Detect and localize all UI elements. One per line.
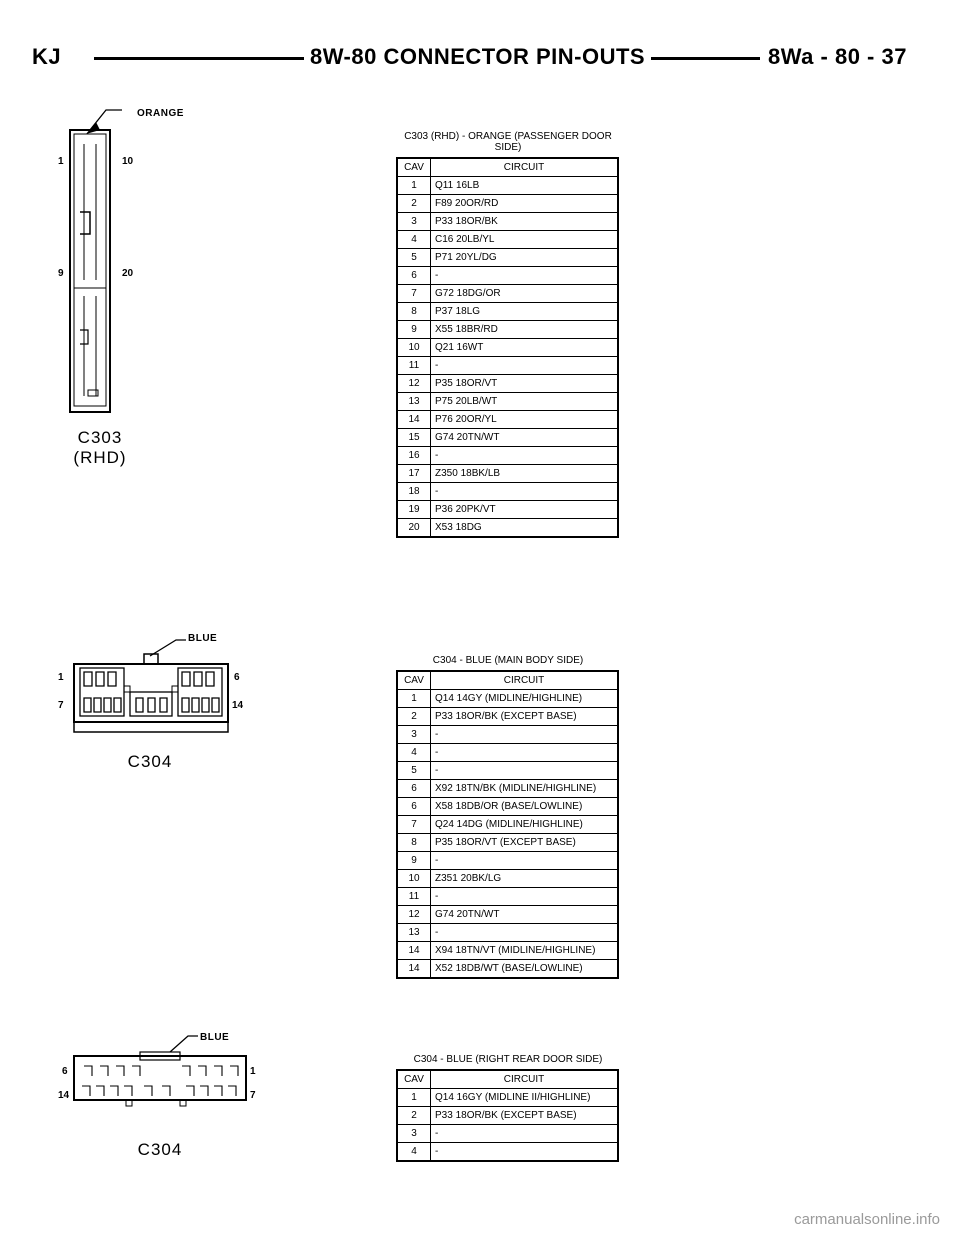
table-row (397, 960, 618, 979)
table2 (396, 670, 619, 979)
table3-title: C304 - BLUE (RIGHT REAR DOOR SIDE) (413, 1054, 603, 1065)
cav-cell: 15 (397, 429, 431, 447)
cav-cell: 13 (397, 393, 431, 411)
table3-header-row (397, 1070, 618, 1089)
connector3-pin-br: 7 (250, 1090, 256, 1101)
table-row (397, 465, 618, 483)
table1-block (396, 131, 620, 538)
circuit-cell: - (431, 483, 619, 501)
connector1-pin-bl: 9 (58, 268, 64, 279)
table-row (397, 780, 618, 798)
table2-col-circuit: CIRCUIT (431, 671, 619, 690)
table-row (397, 447, 618, 465)
circuit-cell: - (431, 924, 619, 942)
table1-header-row (397, 158, 618, 177)
circuit-cell: Q21 16WT (431, 339, 619, 357)
circuit-cell: F89 20OR/RD (431, 195, 619, 213)
cav-cell: 5 (397, 249, 431, 267)
circuit-cell: X94 18TN/VT (MIDLINE/HIGHLINE) (431, 942, 619, 960)
cav-cell: 1 (397, 1089, 431, 1107)
connector2-drawing (66, 636, 236, 740)
table-row (397, 762, 618, 780)
cav-cell: 14 (397, 411, 431, 429)
circuit-cell: P36 20PK/VT (431, 501, 619, 519)
table-row (397, 375, 618, 393)
circuit-cell: P75 20LB/WT (431, 393, 619, 411)
connector1-label-line1: C303 (77, 428, 123, 447)
table2-title: C304 - BLUE (MAIN BODY SIDE) (432, 655, 584, 666)
table1-title-line2: SIDE) (494, 142, 522, 153)
table-row (397, 357, 618, 375)
cav-cell: 13 (397, 924, 431, 942)
table-row (397, 267, 618, 285)
table-row (397, 393, 618, 411)
watermark: carmanualsonline.info (794, 1211, 940, 1228)
circuit-cell: - (431, 1143, 619, 1162)
table-row (397, 708, 618, 726)
circuit-cell: - (431, 744, 619, 762)
table-row (397, 690, 618, 708)
connector1-label-line2: (RHD) (73, 448, 127, 467)
connector2-color-tag: BLUE (188, 633, 218, 644)
circuit-cell: G74 20TN/WT (431, 429, 619, 447)
circuit-cell: X92 18TN/BK (MIDLINE/HIGHLINE) (431, 780, 619, 798)
table-row (397, 798, 618, 816)
table2-block (396, 655, 620, 979)
cav-cell: 5 (397, 762, 431, 780)
table-row (397, 852, 618, 870)
cav-cell: 4 (397, 1143, 431, 1162)
table-row (397, 870, 618, 888)
cav-cell: 12 (397, 375, 431, 393)
table-row (397, 339, 618, 357)
table2-col-cav: CAV (397, 671, 431, 690)
circuit-cell: Z350 18BK/LB (431, 465, 619, 483)
cav-cell: 11 (397, 357, 431, 375)
table3 (396, 1069, 619, 1162)
circuit-cell: - (431, 447, 619, 465)
table-row (397, 177, 618, 195)
circuit-cell: P35 18OR/VT (431, 375, 619, 393)
cav-cell: 11 (397, 888, 431, 906)
circuit-cell: Z351 20BK/LG (431, 870, 619, 888)
connector3-pin-tl: 6 (62, 1066, 68, 1077)
circuit-cell: Q14 16GY (MIDLINE II/HIGHLINE) (431, 1089, 619, 1107)
connector2-pin-bl: 7 (58, 700, 64, 711)
table1-col-cav: CAV (397, 158, 431, 177)
circuit-cell: - (431, 267, 619, 285)
table1-col-circuit: CIRCUIT (431, 158, 619, 177)
table-row (397, 834, 618, 852)
circuit-cell: - (431, 852, 619, 870)
cav-cell: 3 (397, 213, 431, 231)
circuit-cell: P37 18LG (431, 303, 619, 321)
header-left: KJ (26, 42, 67, 72)
cav-cell: 14 (397, 942, 431, 960)
connector3-pin-tr: 1 (250, 1066, 256, 1077)
table3-body (397, 1089, 618, 1162)
table1 (396, 157, 619, 538)
table-row (397, 429, 618, 447)
cav-cell: 18 (397, 483, 431, 501)
table3-col-circuit: CIRCUIT (431, 1070, 619, 1089)
cav-cell: 7 (397, 285, 431, 303)
connector3-drawing (70, 1030, 250, 1116)
connector2-pin-br: 14 (232, 700, 244, 711)
table1-body (397, 177, 618, 538)
table2-header-row (397, 671, 618, 690)
header-rule-left (94, 57, 304, 60)
circuit-cell: G74 20TN/WT (431, 906, 619, 924)
cav-cell: 2 (397, 1107, 431, 1125)
table-row (397, 231, 618, 249)
table-row (397, 213, 618, 231)
cav-cell: 6 (397, 267, 431, 285)
table-row (397, 483, 618, 501)
circuit-cell: - (431, 357, 619, 375)
table-row (397, 924, 618, 942)
circuit-cell: P33 18OR/BK (EXCEPT BASE) (431, 1107, 619, 1125)
cav-cell: 10 (397, 339, 431, 357)
circuit-cell: X58 18DB/OR (BASE/LOWLINE) (431, 798, 619, 816)
cav-cell: 7 (397, 816, 431, 834)
circuit-cell: - (431, 888, 619, 906)
cav-cell: 8 (397, 834, 431, 852)
cav-cell: 4 (397, 231, 431, 249)
cav-cell: 19 (397, 501, 431, 519)
header-title: 8W-80 CONNECTOR PIN-OUTS (304, 42, 651, 72)
connector1-drawing (60, 100, 150, 420)
connector1-label (50, 428, 150, 468)
table-row (397, 1125, 618, 1143)
cav-cell: 1 (397, 177, 431, 195)
cav-cell: 6 (397, 798, 431, 816)
cav-cell: 3 (397, 726, 431, 744)
table-row (397, 888, 618, 906)
cav-cell: 20 (397, 519, 431, 538)
table1-title (396, 131, 620, 153)
header-page-number: 8Wa - 80 - 37 (762, 42, 913, 72)
table-row (397, 744, 618, 762)
table2-body (397, 690, 618, 979)
table-row (397, 1089, 618, 1107)
circuit-cell: - (431, 1125, 619, 1143)
circuit-cell: P35 18OR/VT (EXCEPT BASE) (431, 834, 619, 852)
circuit-cell: P71 20YL/DG (431, 249, 619, 267)
table3-col-cav: CAV (397, 1070, 431, 1089)
circuit-cell: Q24 14DG (MIDLINE/HIGHLINE) (431, 816, 619, 834)
connector1-pin-br: 20 (122, 268, 134, 279)
table1-title-line1: C303 (RHD) - ORANGE (PASSENGER DOOR (404, 131, 612, 142)
cav-cell: 2 (397, 708, 431, 726)
table-row (397, 906, 618, 924)
cav-cell: 9 (397, 321, 431, 339)
circuit-cell: - (431, 762, 619, 780)
circuit-cell: P33 18OR/BK (431, 213, 619, 231)
cav-cell: 12 (397, 906, 431, 924)
circuit-cell: Q14 14GY (MIDLINE/HIGHLINE) (431, 690, 619, 708)
circuit-cell: P76 20OR/YL (431, 411, 619, 429)
circuit-cell: P33 18OR/BK (EXCEPT BASE) (431, 708, 619, 726)
cav-cell: 9 (397, 852, 431, 870)
table-row (397, 285, 618, 303)
connector3-color-tag: BLUE (200, 1032, 230, 1043)
cav-cell: 4 (397, 744, 431, 762)
table-row (397, 501, 618, 519)
table-row (397, 195, 618, 213)
table-row (397, 1107, 618, 1125)
connector2-pin-tl: 1 (58, 672, 64, 683)
table-row (397, 816, 618, 834)
cav-cell: 16 (397, 447, 431, 465)
table-row (397, 942, 618, 960)
connector1-pin-tr: 10 (122, 156, 134, 167)
circuit-cell: X55 18BR/RD (431, 321, 619, 339)
table3-block (396, 1054, 620, 1162)
circuit-cell: - (431, 726, 619, 744)
circuit-cell: G72 18DG/OR (431, 285, 619, 303)
connector3-label: C304 (137, 1140, 183, 1159)
table-row (397, 321, 618, 339)
page-header (0, 42, 960, 76)
circuit-cell: C16 20LB/YL (431, 231, 619, 249)
circuit-cell: Q11 16LB (431, 177, 619, 195)
connector2-pin-tr: 6 (234, 672, 240, 683)
cav-cell: 17 (397, 465, 431, 483)
circuit-cell: X52 18DB/WT (BASE/LOWLINE) (431, 960, 619, 979)
cav-cell: 2 (397, 195, 431, 213)
connector1-color-tag: ORANGE (137, 108, 184, 119)
connector2-label: C304 (127, 752, 173, 771)
table-row (397, 303, 618, 321)
table-row (397, 249, 618, 267)
cav-cell: 14 (397, 960, 431, 979)
table-row (397, 726, 618, 744)
cav-cell: 3 (397, 1125, 431, 1143)
cav-cell: 1 (397, 690, 431, 708)
connector3-pin-bl: 14 (58, 1090, 70, 1101)
table-row (397, 411, 618, 429)
circuit-cell: X53 18DG (431, 519, 619, 538)
table-row (397, 519, 618, 538)
cav-cell: 6 (397, 780, 431, 798)
cav-cell: 10 (397, 870, 431, 888)
table-row (397, 1143, 618, 1162)
connector1-pin-tl: 1 (58, 156, 64, 167)
cav-cell: 8 (397, 303, 431, 321)
